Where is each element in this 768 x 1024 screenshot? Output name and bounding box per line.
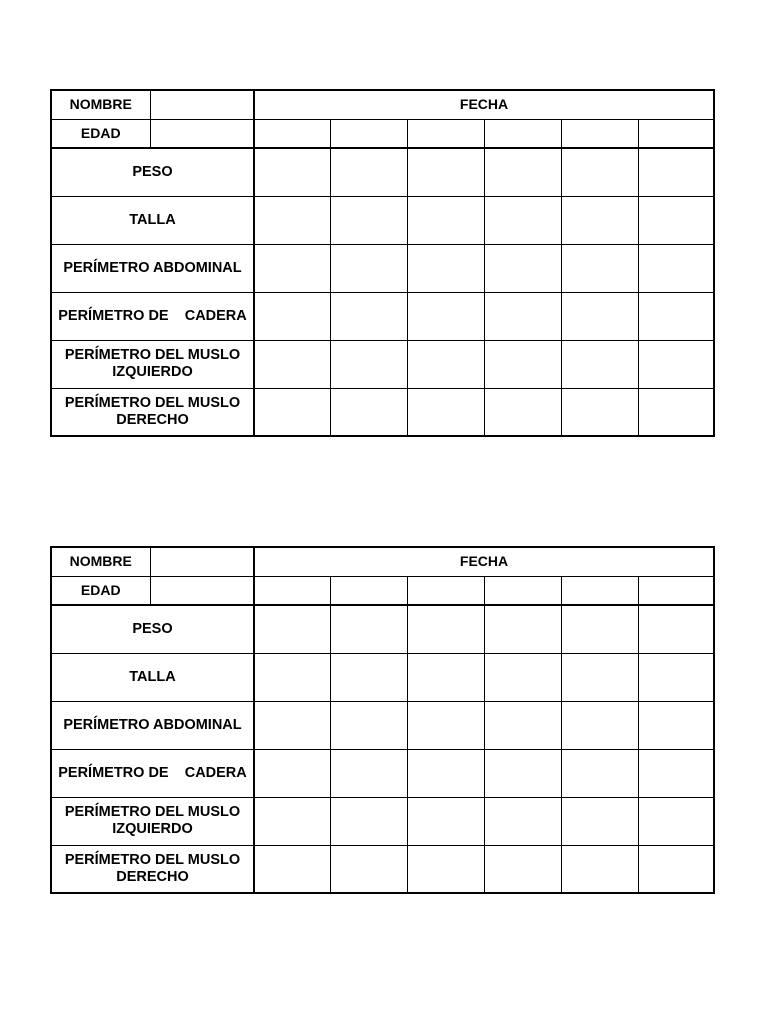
data-cell[interactable] [561,244,638,292]
edad-label: EDAD [51,576,150,605]
talla-row [51,196,714,244]
data-cell[interactable] [330,292,407,340]
data-cell[interactable] [638,845,714,893]
fecha-cell[interactable] [561,119,638,148]
fecha-cell[interactable] [330,576,407,605]
data-cell[interactable] [638,388,714,436]
data-cell[interactable] [638,653,714,701]
fecha-cell[interactable] [254,119,330,148]
data-cell[interactable] [638,292,714,340]
data-cell[interactable] [484,605,561,653]
data-cell[interactable] [330,605,407,653]
data-cell[interactable] [254,797,330,845]
data-cell[interactable] [407,845,484,893]
edad-label: EDAD [51,119,150,148]
data-cell[interactable] [484,148,561,196]
data-cell[interactable] [484,749,561,797]
data-cell[interactable] [254,340,330,388]
perimetro-cadera-label: PERÍMETRO DE CADERA [51,749,254,797]
data-cell[interactable] [407,292,484,340]
data-cell[interactable] [561,797,638,845]
data-cell[interactable] [254,148,330,196]
fecha-label: FECHA [254,547,714,576]
talla-label: TALLA [51,196,254,244]
perimetro-cadera-row [51,749,714,797]
perimetro-muslo-derecho-label: PERÍMETRO DEL MUSLO DERECHO [51,388,254,436]
data-cell[interactable] [407,340,484,388]
fecha-cell[interactable] [407,576,484,605]
nombre-label: NOMBRE [51,90,150,119]
data-cell[interactable] [254,701,330,749]
data-cell[interactable] [561,749,638,797]
data-cell[interactable] [561,340,638,388]
data-cell[interactable] [638,605,714,653]
data-cell[interactable] [484,292,561,340]
data-cell[interactable] [561,388,638,436]
edad-field[interactable] [150,576,254,605]
data-cell[interactable] [561,653,638,701]
perimetro-cadera-label: PERÍMETRO DE CADERA [51,292,254,340]
fecha-label: FECHA [254,90,714,119]
perimetro-abdominal-label: PERÍMETRO ABDOMINAL [51,701,254,749]
data-cell[interactable] [561,701,638,749]
perimetro-abdominal-row [51,701,714,749]
data-cell[interactable] [484,340,561,388]
data-cell[interactable] [484,701,561,749]
data-cell[interactable] [330,196,407,244]
data-cell[interactable] [254,244,330,292]
data-cell[interactable] [561,196,638,244]
fecha-cell[interactable] [254,576,330,605]
data-cell[interactable] [407,196,484,244]
peso-label: PESO [51,148,254,196]
data-cell[interactable] [638,797,714,845]
data-cell[interactable] [330,388,407,436]
perimetro-cadera-row [51,292,714,340]
fecha-cell[interactable] [638,576,714,605]
data-cell[interactable] [330,797,407,845]
peso-row [51,148,714,196]
data-cell[interactable] [330,653,407,701]
fecha-cell[interactable] [407,119,484,148]
data-cell[interactable] [484,653,561,701]
perimetro-abdominal-label: PERÍMETRO ABDOMINAL [51,244,254,292]
data-cell[interactable] [254,605,330,653]
data-cell[interactable] [407,701,484,749]
data-cell[interactable] [330,244,407,292]
nombre-field[interactable] [150,90,254,119]
data-cell[interactable] [407,653,484,701]
data-cell[interactable] [638,340,714,388]
fecha-cell[interactable] [484,119,561,148]
perimetro-muslo-derecho-row [51,845,714,893]
data-cell[interactable] [638,196,714,244]
data-cell[interactable] [407,605,484,653]
data-cell[interactable] [638,148,714,196]
data-cell[interactable] [254,196,330,244]
data-cell[interactable] [407,797,484,845]
data-cell[interactable] [330,340,407,388]
data-cell[interactable] [254,845,330,893]
data-cell[interactable] [561,605,638,653]
data-cell[interactable] [484,388,561,436]
fecha-cell[interactable] [561,576,638,605]
peso-label: PESO [51,605,254,653]
measurement-form-2 [50,546,715,894]
data-cell[interactable] [330,148,407,196]
data-cell[interactable] [484,845,561,893]
perimetro-abdominal-row [51,244,714,292]
data-cell[interactable] [407,749,484,797]
fecha-cell[interactable] [330,119,407,148]
nombre-field[interactable] [150,547,254,576]
data-cell[interactable] [484,244,561,292]
data-cell[interactable] [484,797,561,845]
data-cell[interactable] [254,749,330,797]
data-cell[interactable] [330,845,407,893]
data-cell[interactable] [561,148,638,196]
data-cell[interactable] [561,845,638,893]
perimetro-muslo-izquierdo-row [51,340,714,388]
perimetro-muslo-derecho-row [51,388,714,436]
data-cell[interactable] [330,749,407,797]
data-cell[interactable] [638,701,714,749]
talla-row [51,653,714,701]
peso-row [51,605,714,653]
fecha-cell[interactable] [638,119,714,148]
perimetro-muslo-izquierdo-label: PERÍMETRO DEL MUSLO IZQUIERDO [51,797,254,845]
nombre-label: NOMBRE [51,547,150,576]
talla-label: TALLA [51,653,254,701]
data-cell[interactable] [638,244,714,292]
data-cell[interactable] [638,749,714,797]
data-cell[interactable] [561,292,638,340]
data-cell[interactable] [407,148,484,196]
data-cell[interactable] [330,701,407,749]
data-cell[interactable] [254,292,330,340]
data-cell[interactable] [254,653,330,701]
data-cell[interactable] [254,388,330,436]
perimetro-muslo-derecho-label: PERÍMETRO DEL MUSLO DERECHO [51,845,254,893]
data-cell[interactable] [407,388,484,436]
edad-field[interactable] [150,119,254,148]
fecha-cell[interactable] [484,576,561,605]
data-cell[interactable] [407,244,484,292]
perimetro-muslo-izquierdo-row [51,797,714,845]
measurement-form-1 [50,89,715,437]
perimetro-muslo-izquierdo-label: PERÍMETRO DEL MUSLO IZQUIERDO [51,340,254,388]
data-cell[interactable] [484,196,561,244]
